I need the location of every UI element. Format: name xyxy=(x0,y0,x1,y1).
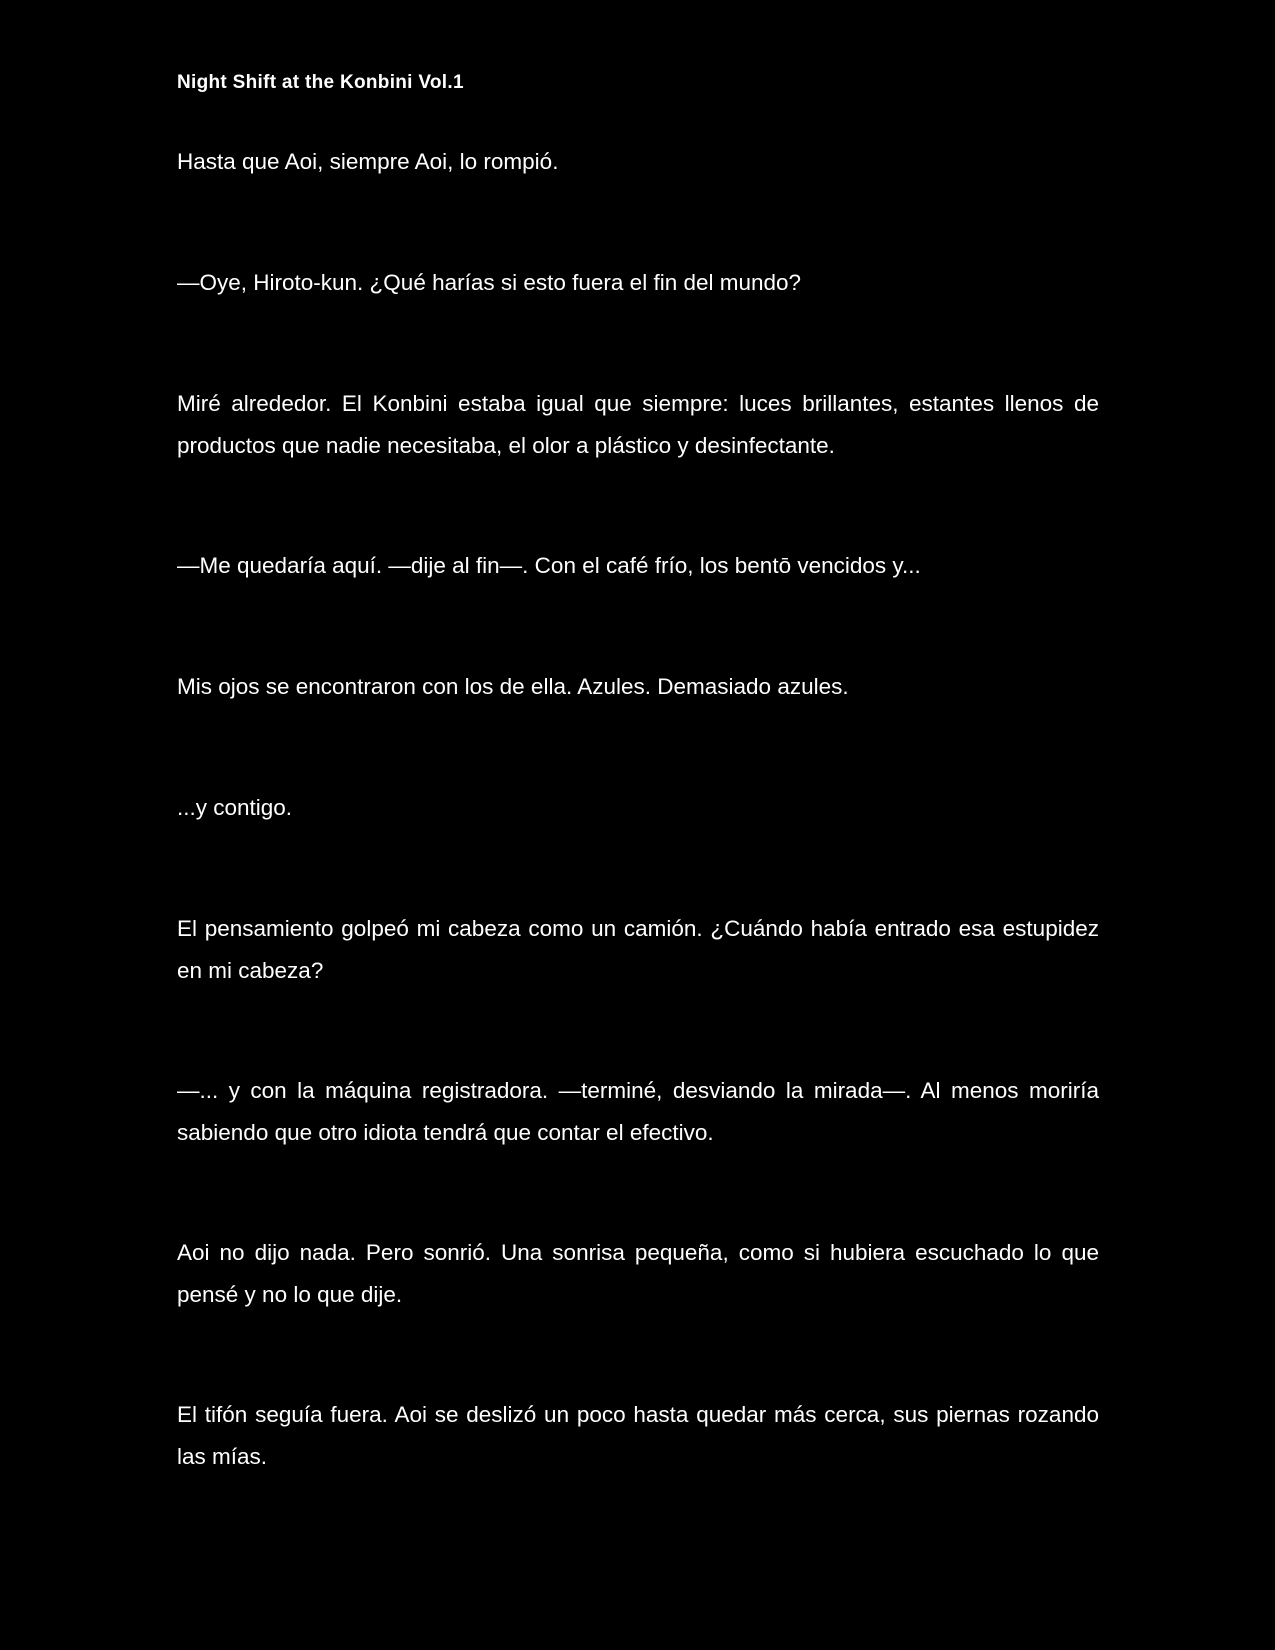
paragraph-10: El tifón seguía fuera. Aoi se deslizó un poco hasta quedar más cerca, sus piernas rozando las mías. xyxy=(177,1402,1099,1469)
paragraph-1: Hasta que Aoi, siempre Aoi, lo rompió. xyxy=(177,149,559,174)
paragraph-6: ...y contigo. xyxy=(177,795,293,820)
paragraph-4: —Me quedaría aquí. —dije al fin—. Con el café frío, los bentō vencidos y... xyxy=(177,553,921,578)
running-header-title: Night Shift at the Konbini Vol.1 xyxy=(177,72,464,93)
paragraph-5: Mis ojos se encontraron con los de ella. Azules. Demasiado azules. xyxy=(177,674,849,699)
document-page xyxy=(177,0,1099,1650)
paragraph-7: El pensamiento golpeó mi cabeza como un camión. ¿Cuándo había entrado esa estupidez en mi cabeza? xyxy=(177,916,1099,983)
paragraph-3: Miré alrededor. El Konbini estaba igual que siempre: luces brillantes, estantes llenos de productos que nadie necesitaba, el olor a plástico y desinfectante. xyxy=(177,391,1099,458)
paragraph-9: Aoi no dijo nada. Pero sonrió. Una sonrisa pequeña, como si hubiera escuchado lo que pensé y no lo que dije. xyxy=(177,1240,1099,1307)
paragraph-8: —... y con la máquina registradora. —terminé, desviando la mirada—. Al menos moriría sabiendo que otro idiota tendrá que contar el efectivo. xyxy=(177,1078,1099,1145)
paragraph-2: —Oye, Hiroto-kun. ¿Qué harías si esto fuera el fin del mundo? xyxy=(177,270,802,295)
